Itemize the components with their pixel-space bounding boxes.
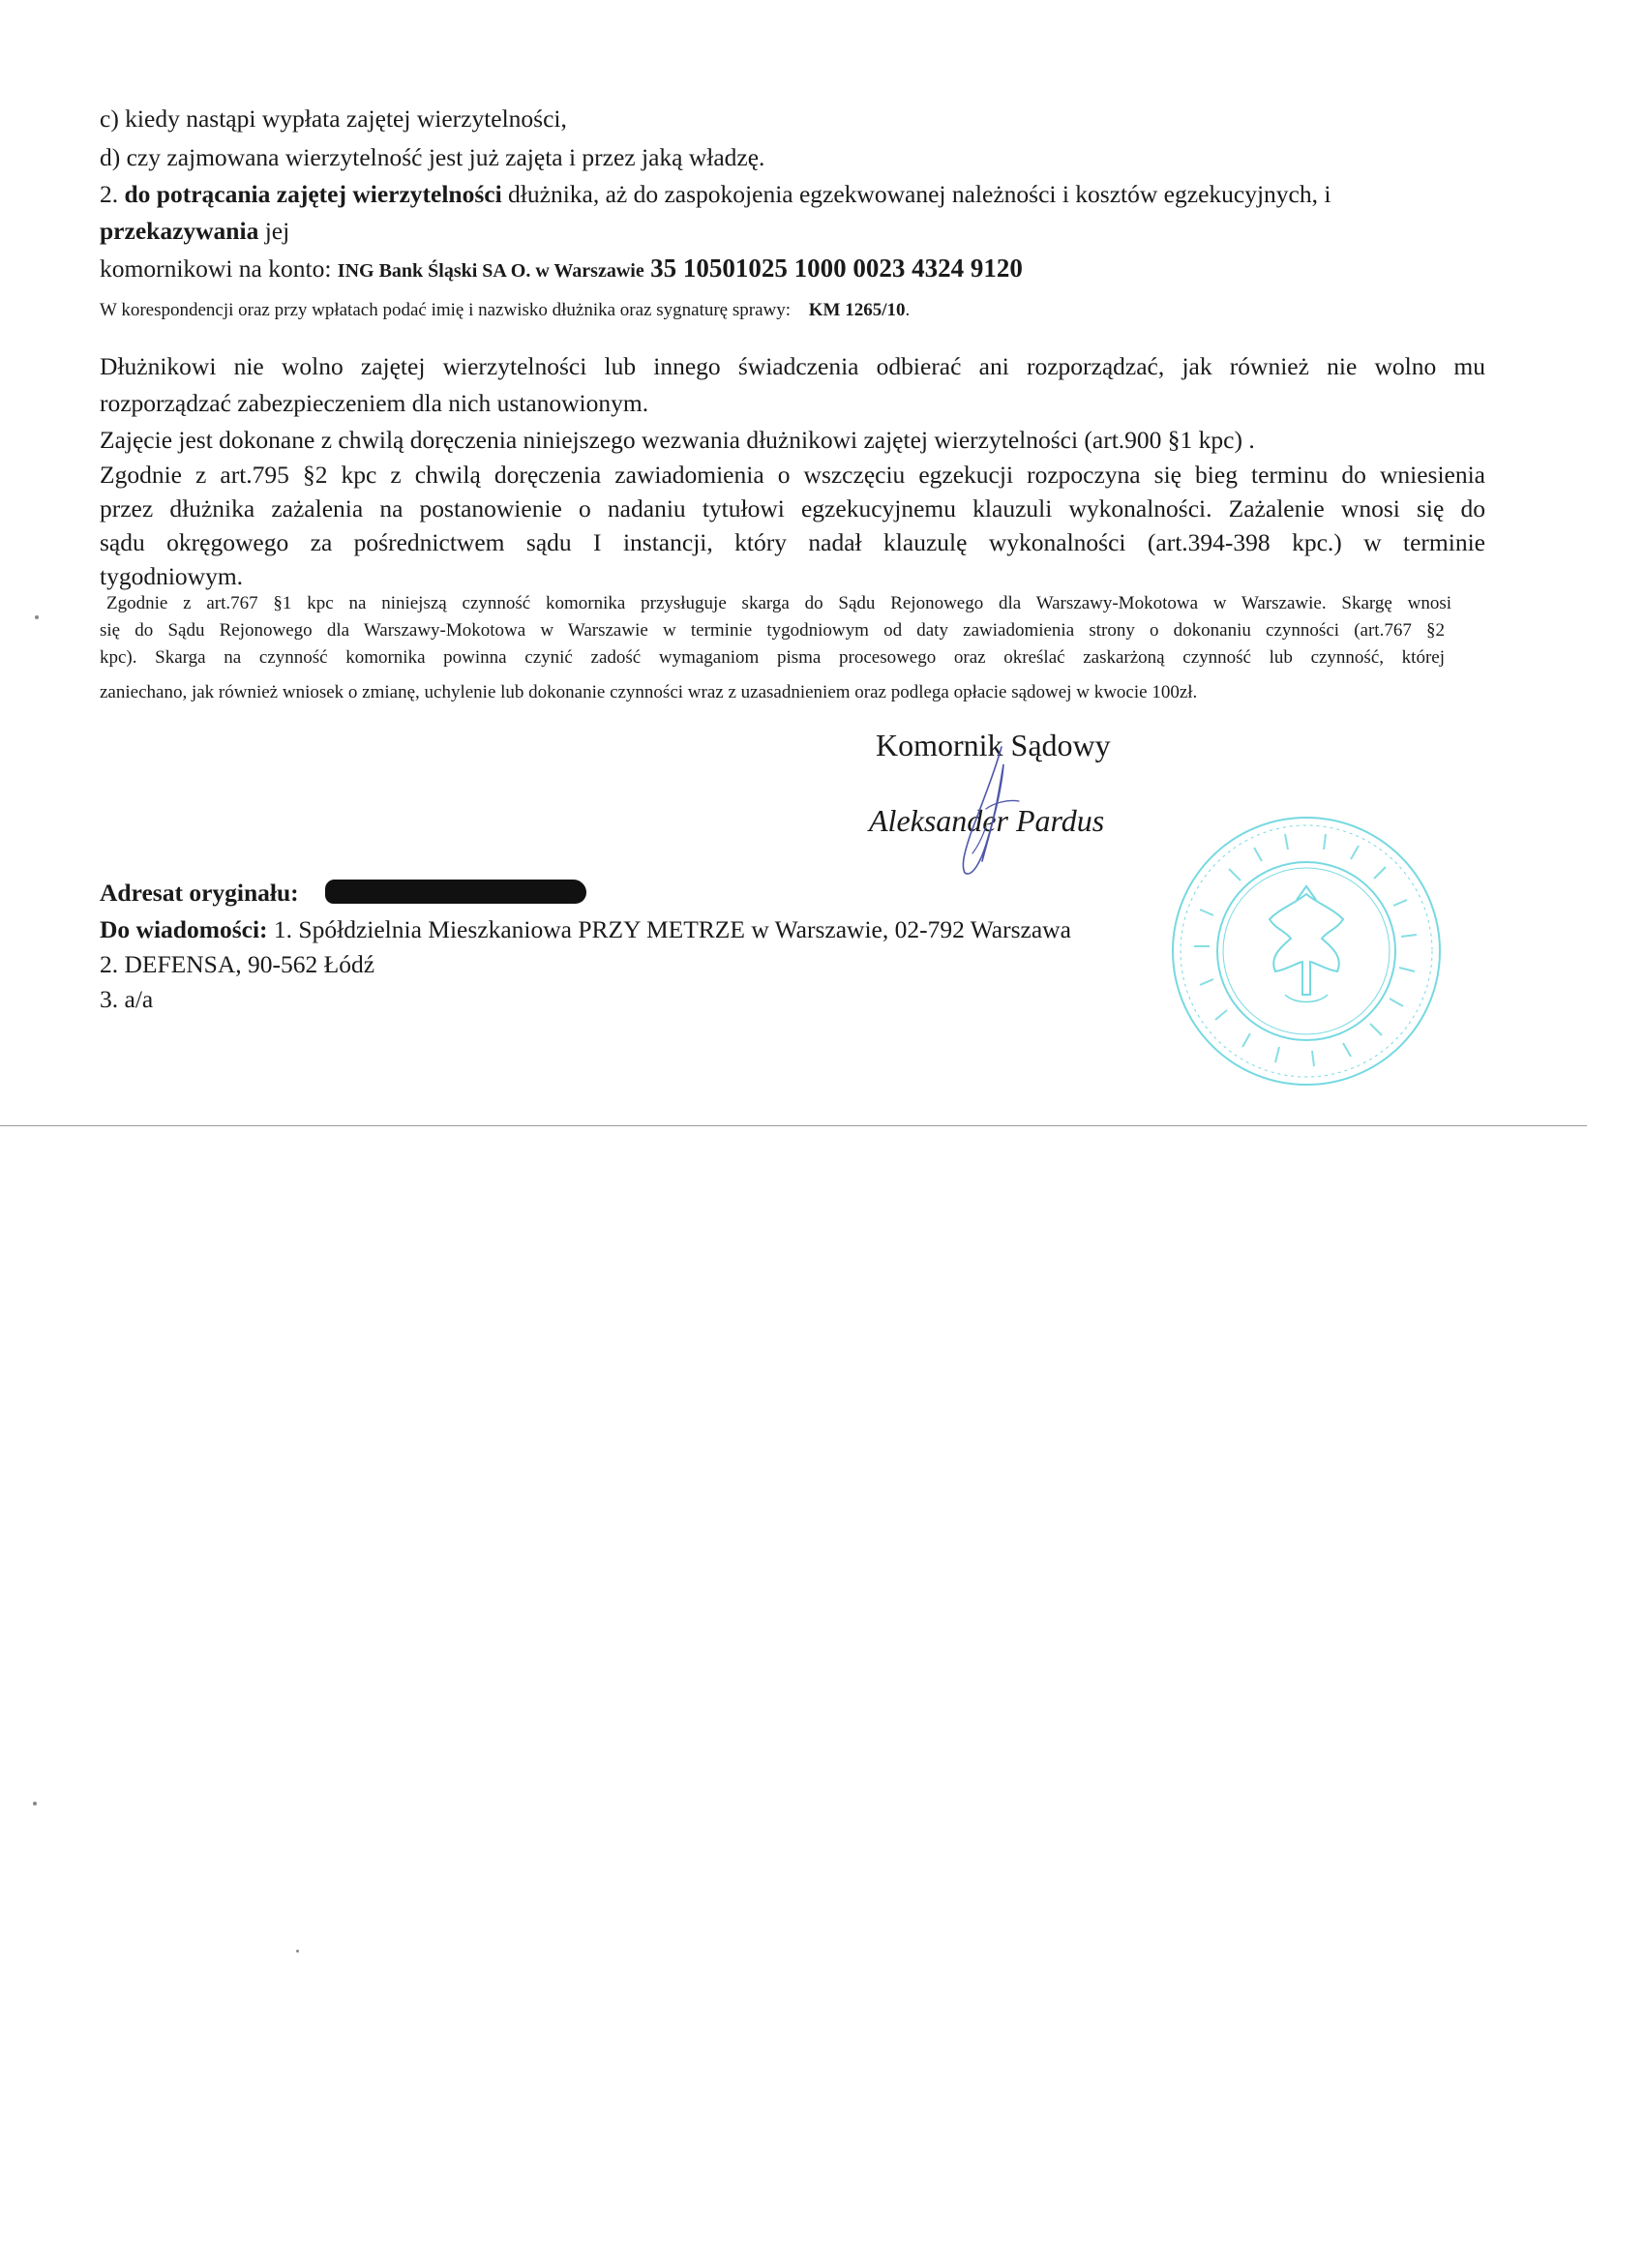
- skarga-line-4: zaniechano, jak również wniosek o zmianę, uchylenie lub dokonanie czynności wraz z uzasadnieniem oraz podlega opłacie sądowej w kwocie 100zł.: [100, 682, 1198, 702]
- adresat-label: Adresat oryginału:: [100, 879, 299, 907]
- item-2-line2: [100, 217, 289, 246]
- case-signature-dot: .: [905, 300, 911, 320]
- item-2-rest: dłużnika, aż do zaspokojenia egzekwowanej należności i kosztów egzekucyjnych, i: [508, 180, 1331, 208]
- paragraph-zgodnie-4: tygodniowym.: [100, 562, 244, 590]
- bank-account-line: [100, 254, 1023, 285]
- do-wiadomosci-label: Do wiadomości:: [100, 915, 268, 943]
- scan-speck: [33, 1802, 37, 1805]
- paragraph-dluznikowi-2: rozporządzać zabezpieczeniem dla nich ustanowionym.: [100, 389, 649, 417]
- account-number: 35 10501025 1000 0023 4324 9120: [650, 254, 1023, 283]
- do-wiadomosci-line: [100, 915, 1071, 944]
- case-signature: KM 1265/10: [808, 300, 906, 320]
- bank-name: ING Bank Śląski SA O. w Warszawie: [337, 260, 644, 282]
- paragraph-zgodnie-3: sądu okręgowego za pośrednictwem sądu I instancji, który nadał klauzulę wykonalności (art.394-398 kpc.) w terminie: [100, 528, 1485, 556]
- redaction-bar: [325, 880, 586, 904]
- signature-title: Komornik Sądowy: [876, 728, 1111, 762]
- scan-page-edge-line: [0, 1125, 1587, 1126]
- paragraph-zgodnie-2: przez dłużnika zażalenia na postanowienie o nadaniu tytułowi egzekucyjnemu klauzuli wykonalności. Zażalenie wnosi się do: [100, 494, 1485, 522]
- recipient-3: 3. a/a: [100, 985, 154, 1013]
- item-2-jej: jej: [264, 217, 290, 245]
- signature-name: Aleksander Pardus: [869, 803, 1105, 838]
- item-2-number: 2.: [100, 180, 119, 208]
- skarga-line-3: kpc). Skarga na czynność komornika powinna czynić zadość wymaganiom pisma procesowego oraz określać zaskarżoną czynność lub czynność, której: [100, 647, 1445, 668]
- skarga-line-2: się do Sądu Rejonowego dla Warszawy-Mokotowa w Warszawie w terminie tygodniowym od daty zawiadomienia strony o dokonaniu czynności (art.767 §2: [100, 620, 1445, 641]
- item-2-bold: do potrącania zajętej wierzytelności: [124, 180, 502, 208]
- scan-speck: [296, 1950, 299, 1953]
- paragraph-zgodnie-1: Zgodnie z art.795 §2 kpc z chwilą doręczenia zawiadomienia o wszczęciu egzekucji rozpoczyna się bieg terminu do wniesienia: [100, 461, 1485, 489]
- item-2-line1: [100, 180, 1331, 209]
- item-2-bold2: przekazywania: [100, 217, 259, 245]
- korespondencja-text: W korespondencji oraz przy wpłatach podać imię i nazwisko dłużnika oraz sygnaturę sprawy:: [100, 300, 792, 320]
- recipient-2: 2. DEFENSA, 90-562 Łódź: [100, 950, 375, 978]
- scan-speck: [35, 615, 39, 619]
- handwritten-signature-icon: [943, 745, 1035, 880]
- korespondencja-line: [100, 299, 910, 322]
- recipient-1: 1. Spółdzielnia Mieszkaniowa PRZY METRZE w Warszawie, 02-792 Warszawa: [273, 915, 1071, 943]
- official-round-seal-icon: [1161, 811, 1451, 1091]
- skarga-line-1: Zgodnie z art.767 §1 kpc na niniejszą czynność komornika przysługuje skarga do Sądu Rejonowego dla Warszawy-Mokotowa w Warszawie. Skargę wnosi: [106, 593, 1451, 613]
- paragraph-zajecie: Zajęcie jest dokonane z chwilą doręczenia niniejszego wezwania dłużnikowi zajętej wierzytelności (art.900 §1 kpc) .: [100, 426, 1255, 454]
- item-d: d) czy zajmowana wierzytelność jest już zajęta i przez jaką władzę.: [100, 143, 765, 171]
- paragraph-dluznikowi-1: Dłużnikowi nie wolno zajętej wierzytelności lub innego świadczenia odbierać ani rozporządzać, jak również nie wolno mu: [100, 352, 1485, 380]
- item-c: c) kiedy nastąpi wypłata zajętej wierzytelności,: [100, 104, 567, 133]
- konto-label: komornikowi na konto:: [100, 254, 332, 283]
